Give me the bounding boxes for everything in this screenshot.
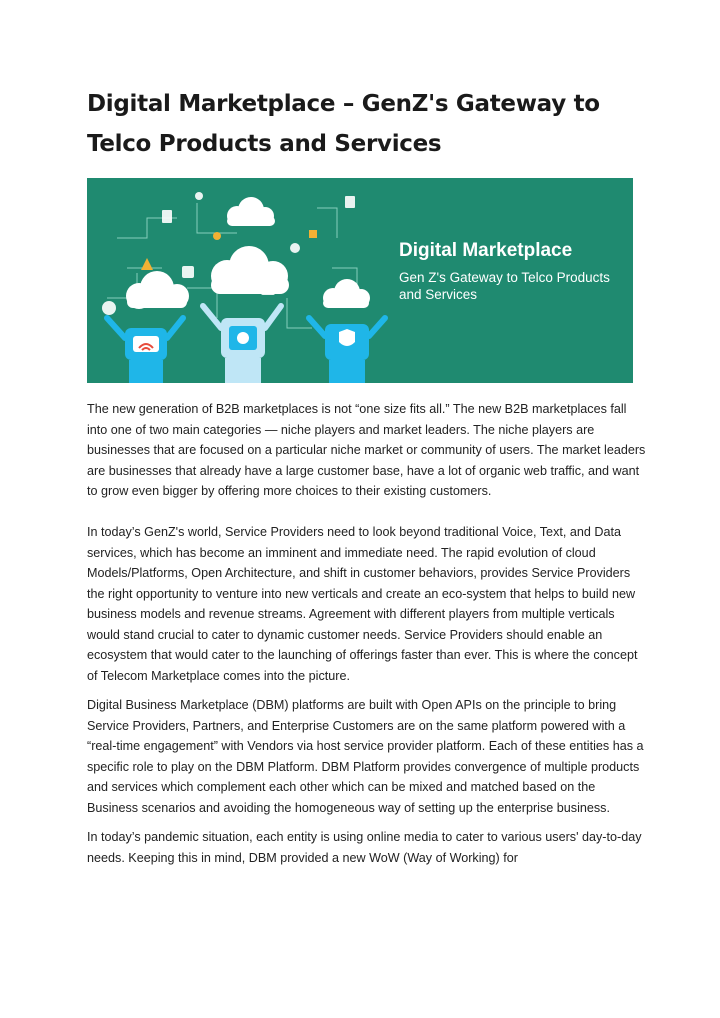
banner-image <box>87 178 633 383</box>
banner-subheading-line2: and Services <box>399 287 478 302</box>
paragraph: The new generation of B2B marketplaces is not “one size fits all.” The new B2B marketplaces fall into one of two main categories — niche players and market leaders. The niche players are businesses that are focused on a particular niche market or community of users. The market leaders are businesses that already have a large customer base, have a lot of organic web traffic, and want to grow even bigger by offering more choices to their existing customers. <box>87 402 646 498</box>
paragraph: In today’s pandemic situation, each entity is using online media to cater to various users' day-to-day needs. Keeping this in mind, DBM provided a new WoW (Way of Working) for <box>87 830 642 865</box>
banner-subheading-line1: Gen Z's Gateway to Telco Products <box>399 270 610 285</box>
article-body <box>87 399 647 868</box>
page-title: Digital Marketplace – GenZ's Gateway to Telco Products and Services <box>87 91 600 157</box>
paragraph: Digital Business Marketplace (DBM) platforms are built with Open APIs on the principle to bring Service Providers, Partners, and Enterprise Customers are on the same platform powered with a “real-time engagement” with Vendors via host service provider platform. Each of these entities has a specific role to play on the DBM Platform. DBM Platform provides convergence of multiple products and services which complement each other which can be mixed and matched based on the Business scenarios and avoiding the homogeneous way of setting up the enterprise business. <box>87 698 644 815</box>
banner-heading: Digital Marketplace <box>399 240 573 261</box>
paragraph: In today’s GenZ's world, Service Providers need to look beyond traditional Voice, Text, and Data services, which has become an imminent and immediate need. The rapid evolution of cloud Models/Platforms, Open Architecture, and shift in customer behaviors, provides Service Providers the right opportunity to venture into new verticals and create an eco-system that helps to build new business models and revenue streams. Agreement with different players from multiple verticals would stand crucial to cater to dynamic customer needs. Service Providers should enable an ecosystem that would cater to the launching of offerings faster than ever. This is where the concept of Telecom Marketplace comes into the picture. <box>87 525 638 683</box>
